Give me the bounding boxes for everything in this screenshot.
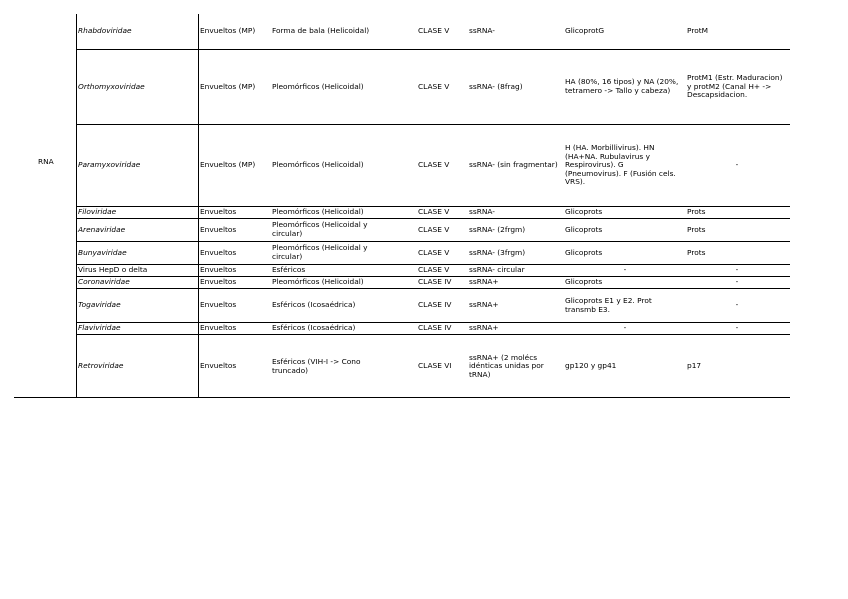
clase-text: CLASE V (418, 81, 450, 91)
prot-text: - (735, 160, 739, 170)
glyco-cell (565, 289, 681, 322)
shape-cell (272, 323, 412, 334)
clase-cell (418, 277, 466, 288)
envelope-text: Envueltos (MP) (200, 160, 256, 170)
genome-cell (469, 125, 559, 206)
prot-cell (687, 242, 787, 264)
genome-text: ssRNA+ (469, 300, 499, 310)
envelope-text: Envueltos (MP) (200, 81, 256, 91)
genome-cell (469, 323, 559, 334)
glyco-text: - (623, 265, 627, 275)
genome-cell (469, 242, 559, 264)
table-bottom-border (14, 397, 790, 398)
envelope-cell (200, 277, 270, 288)
envelope-text: Envueltos (200, 265, 237, 275)
glyco-cell (565, 336, 681, 397)
family-cell (78, 219, 196, 241)
envelope-cell (200, 336, 270, 397)
family-name: Coronaviridae (78, 277, 130, 287)
glyco-cell (565, 323, 685, 334)
prot-cell (687, 265, 787, 276)
family-cell (78, 242, 196, 264)
glyco-cell (565, 277, 681, 288)
glyco-text: Glicoprots (565, 277, 603, 287)
clase-text: CLASE IV (418, 277, 452, 287)
clase-cell (418, 50, 466, 124)
genome-text: ssRNA- (469, 207, 495, 217)
glyco-cell (565, 242, 681, 264)
genome-cell (469, 289, 559, 322)
prot-cell (687, 323, 787, 334)
clase-text: CLASE V (418, 160, 450, 170)
prot-text: Prots (687, 224, 706, 234)
clase-text: CLASE IV (418, 300, 452, 310)
family-cell (78, 125, 196, 206)
prot-text: p17 (687, 361, 702, 371)
row-divider (76, 334, 790, 335)
genome-text: ssRNA- (8frag) (469, 81, 523, 91)
genome-cell (469, 336, 559, 397)
clase-text: CLASE V (418, 224, 450, 234)
shape-cell (272, 289, 412, 322)
genome-text: ssRNA+ (469, 277, 499, 287)
glyco-text: - (623, 323, 627, 333)
clase-cell (418, 323, 466, 334)
envelope-text: Envueltos (200, 323, 237, 333)
genome-cell (469, 207, 559, 218)
family-name: Rhabdoviridae (78, 26, 132, 36)
shape-cell (272, 14, 412, 49)
genome-text: ssRNA- (3frgm) (469, 247, 526, 257)
family-name: Retroviridae (78, 361, 124, 371)
clase-text: CLASE V (418, 265, 450, 275)
shape-cell (272, 50, 412, 124)
glyco-text: Glicoprots E1 y E2. Prot transmb E3. (565, 295, 652, 314)
genome-text: ssRNA+ (469, 323, 499, 333)
envelope-text: Envueltos (200, 207, 237, 217)
prot-text: - (735, 300, 739, 310)
envelope-cell (200, 323, 270, 334)
envelope-cell (200, 219, 270, 241)
glyco-text: HA (80%, 16 tipos) y NA (20%, tetramero -> Tallo y cabeza) (565, 77, 679, 95)
prot-text: Prots (687, 247, 706, 257)
envelope-cell (200, 242, 270, 264)
glyco-text: Glicoprots (565, 207, 603, 217)
prot-cell (687, 125, 787, 206)
group-label (38, 155, 54, 169)
glyco-text: GlicoprotG (565, 26, 605, 36)
clase-cell (418, 289, 466, 322)
family-name: Orthomyxoviridae (78, 81, 145, 91)
clase-text: CLASE V (418, 247, 450, 257)
clase-cell (418, 14, 466, 49)
clase-text: CLASE VI (418, 361, 452, 371)
group-label-text: RNA (38, 156, 54, 166)
glyco-cell (565, 265, 685, 276)
family-name: Bunyaviridae (78, 247, 127, 257)
prot-text: - (735, 265, 739, 275)
envelope-cell (200, 289, 270, 322)
shape-text: Esféricos (Icosaédrica) (272, 300, 356, 310)
prot-text: Prots (687, 207, 706, 217)
envelope-cell (200, 14, 270, 49)
clase-cell (418, 207, 466, 218)
glyco-text: Glicoprots (565, 247, 603, 257)
prot-text: ProtM (687, 26, 708, 36)
prot-cell (687, 289, 787, 322)
clase-cell (418, 242, 466, 264)
shape-text: Esféricos (VIH-I -> Cono truncado) (272, 356, 361, 375)
glyco-text: Glicoprots (565, 224, 603, 234)
shape-cell (272, 277, 412, 288)
envelope-text: Envueltos (200, 300, 237, 310)
envelope-text: Envueltos (MP) (200, 26, 256, 36)
shape-text: Pleomórficos (Helicoidal) (272, 160, 364, 170)
genome-text: ssRNA- (2frgm) (469, 224, 526, 234)
envelope-text: Envueltos (200, 224, 237, 234)
envelope-cell (200, 50, 270, 124)
glyco-cell (565, 219, 681, 241)
shape-text: Pleomórficos (Helicoidal y circular) (272, 243, 368, 261)
family-cell (78, 336, 196, 397)
envelope-text: Envueltos (200, 247, 237, 257)
glyco-text: H (HA. Morbillivirus). HN (HA+NA. Rubulavirus y Respirovirus). G (Pneumovirus). F (Fusión cels. VRS). (565, 143, 676, 187)
shape-cell (272, 265, 412, 276)
prot-text: - (735, 277, 739, 287)
family-name: Filoviridae (78, 207, 117, 217)
prot-cell (687, 336, 787, 397)
shape-text: Esféricos (272, 265, 306, 275)
glyco-cell (565, 125, 681, 206)
genome-text: ssRNA+ (2 molécs idénticas unidas por tRNA) (469, 352, 544, 379)
family-cell (78, 14, 196, 49)
shape-text: Esféricos (Icosaédrica) (272, 323, 356, 333)
clase-cell (418, 125, 466, 206)
prot-cell (687, 50, 787, 124)
shape-cell (272, 125, 412, 206)
family-name: Flaviviridae (78, 323, 121, 333)
family-cell (78, 323, 196, 334)
clase-text: CLASE V (418, 207, 450, 217)
prot-cell (687, 14, 787, 49)
shape-cell (272, 207, 412, 218)
family-cell (78, 207, 196, 218)
genome-cell (469, 277, 559, 288)
glyco-cell (565, 207, 681, 218)
shape-text: Pleomórficos (Helicoidal) (272, 277, 364, 287)
genome-text: ssRNA- (sin fragmentar) (469, 160, 558, 170)
prot-cell (687, 277, 787, 288)
shape-text: Pleomórficos (Helicoidal) (272, 81, 364, 91)
family-name: Togaviridae (78, 300, 121, 310)
envelope-cell (200, 207, 270, 218)
family-cell (78, 277, 196, 288)
prot-text: ProtM1 (Estr. Maduracion) y protM2 (Canal H+ -> Descapsidacion. (687, 73, 783, 100)
prot-cell (687, 207, 787, 218)
genome-cell (469, 14, 559, 49)
envelope-text: Envueltos (200, 277, 237, 287)
family-name: Arenaviridae (78, 224, 126, 234)
shape-cell (272, 219, 390, 241)
genome-cell (469, 50, 559, 124)
glyco-cell (565, 50, 681, 124)
shape-cell (272, 336, 384, 397)
envelope-cell (200, 265, 270, 276)
family-cell (78, 289, 196, 322)
clase-cell (418, 219, 466, 241)
prot-cell (687, 219, 787, 241)
family-name: Paramyxoviridae (78, 160, 141, 170)
clase-cell (418, 265, 466, 276)
shape-text: Pleomórficos (Helicoidal) (272, 207, 364, 217)
envelope-cell (200, 125, 270, 206)
genome-text: ssRNA- (469, 26, 495, 36)
shape-text: Pleomórficos (Helicoidal y circular) (272, 220, 368, 238)
prot-text: - (735, 323, 739, 333)
genome-text: ssRNA- circular (469, 265, 525, 275)
shape-cell (272, 242, 390, 264)
family-name: Virus HepD o delta (78, 265, 148, 275)
shape-text: Forma de bala (Helicoidal) (272, 26, 370, 36)
family-cell (78, 50, 196, 124)
clase-text: CLASE V (418, 26, 450, 36)
clase-text: CLASE IV (418, 323, 452, 333)
genome-cell (469, 265, 559, 276)
family-cell (78, 265, 196, 276)
glyco-cell (565, 14, 681, 49)
glyco-text: gp120 y gp41 (565, 361, 617, 371)
genome-cell (469, 219, 559, 241)
clase-cell (418, 336, 466, 397)
envelope-text: Envueltos (200, 361, 237, 371)
